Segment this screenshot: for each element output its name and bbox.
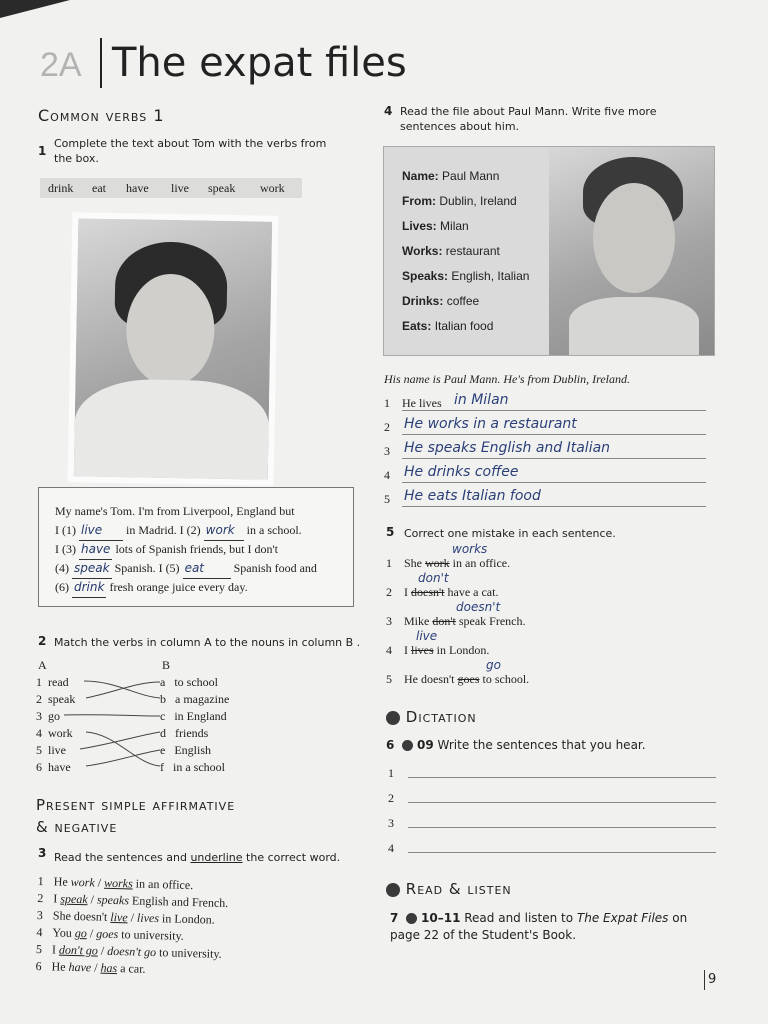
item-number: 4 — [384, 468, 390, 482]
text-segment: in a school. — [246, 523, 302, 537]
column-b-label: B — [162, 658, 171, 672]
sentence-text: in London. — [158, 911, 215, 927]
instruction-text: Read the sentences and — [54, 851, 191, 864]
item-number: 6 — [35, 958, 42, 974]
word-box — [40, 178, 302, 198]
column-a-item: 1 read — [36, 675, 69, 689]
sentence-text: to university. — [155, 945, 222, 961]
exercise-3-instruction — [54, 850, 340, 865]
sentence-text: Mike — [404, 614, 433, 628]
handwritten-correction: go — [486, 658, 501, 672]
profile-row: Lives: Milan — [402, 219, 469, 233]
text-segment: in Madrid. I (2) — [126, 523, 201, 537]
handwritten-answer: live — [79, 521, 123, 541]
text-segment: My name's Tom. I'm from Liverpool, England but — [55, 504, 295, 518]
option-a: speak — [60, 891, 88, 907]
text-line-3 — [55, 559, 317, 579]
sentence-text: speak French. — [455, 614, 526, 628]
word-box-item: have — [126, 181, 149, 195]
option-separator: / — [86, 926, 97, 941]
column-a-item: 3 go — [36, 709, 60, 723]
item-number: 4 — [386, 643, 392, 657]
handwritten-correction: live — [416, 629, 438, 643]
item-number: 2 — [37, 890, 44, 906]
option-separator: / — [127, 910, 138, 925]
audio-cd-icon — [386, 883, 400, 897]
profile-row: Name: Paul Mann — [402, 169, 500, 183]
sentence-text: English and French. — [128, 893, 229, 910]
item-number: 3 — [388, 816, 394, 830]
text-segment: fresh orange juice every day. — [109, 580, 248, 594]
track-number: 10–11 — [421, 911, 461, 925]
sentence-text: to university. — [118, 927, 184, 943]
exercise-7-number: 7 — [390, 911, 399, 925]
audio-cd-icon — [406, 913, 417, 924]
option-separator: / — [97, 943, 108, 958]
answer-line — [402, 410, 706, 411]
track-number: 09 — [417, 738, 434, 752]
handwritten-correction: don't — [418, 571, 449, 585]
exercise-1-number: 1 — [38, 144, 47, 158]
match-line — [80, 732, 160, 749]
exercise-5-item — [386, 573, 686, 602]
answer-row — [384, 440, 706, 464]
option-b: goes — [96, 926, 119, 942]
option-a: don't go — [58, 942, 99, 958]
exercise-4-number: 4 — [384, 104, 393, 118]
exercise-7 — [390, 910, 690, 944]
column-b-item: f in a school — [160, 760, 225, 774]
text-line-0 — [55, 502, 295, 521]
sentence-text: She doesn't — [52, 908, 111, 924]
sentence-text: I — [404, 643, 411, 657]
handwritten-correction: doesn't — [456, 600, 501, 614]
answer-line — [408, 852, 716, 853]
item-number: 5 — [384, 492, 390, 506]
instruction-text: Read and listen to — [464, 911, 577, 925]
sentence-text: He — [53, 874, 71, 889]
photo-face — [593, 183, 675, 293]
handwritten-answer: He works in a restaurant — [404, 416, 577, 432]
dictation-heading: Dictation — [386, 708, 477, 726]
word-box-item: work — [260, 181, 285, 195]
item-number: 3 — [386, 614, 392, 628]
instruction-underlined: underline — [190, 851, 243, 864]
answer-line — [402, 458, 706, 459]
profile-example: His name is Paul Mann. He's from Dublin, Ireland. — [384, 372, 630, 386]
column-b-item: b a magazine — [160, 692, 230, 706]
item-number: 1 — [37, 873, 44, 889]
word-box-item: live — [171, 181, 189, 195]
exercise-2-instruction: Match the verbs in column A to the nouns in column B . — [54, 636, 361, 649]
sentence-text: I — [51, 942, 60, 957]
handwritten-correction: works — [452, 542, 488, 556]
exercise-4-instruction: Read the file about Paul Mann. Write five more sentences about him. — [400, 105, 657, 133]
section-heading-present-simple: Present simple affirmative — [36, 796, 236, 814]
text-segment: Spanish food and — [233, 561, 317, 575]
option-b: doesn't go — [107, 943, 157, 960]
option-a: live — [110, 909, 128, 925]
sentence-text: in an office. — [132, 876, 194, 893]
match-line — [86, 732, 160, 766]
option-b: has — [100, 960, 118, 976]
answer-line — [408, 827, 716, 828]
book-title: The Expat Files — [576, 911, 669, 925]
tom-photo — [68, 212, 279, 486]
option-separator: / — [87, 892, 98, 907]
crossed-out-word: don't — [432, 614, 456, 628]
crossed-out-word: goes — [457, 672, 480, 686]
text-segment: I (1) — [55, 523, 76, 537]
exercise-5-list — [386, 544, 686, 689]
answer-row — [384, 392, 706, 416]
answer-row — [384, 416, 706, 440]
column-a-list — [36, 674, 75, 776]
item-number: 2 — [388, 791, 394, 805]
word-box-item: drink — [48, 181, 74, 195]
word-box-item: eat — [92, 181, 106, 195]
exercise-5-item — [386, 602, 686, 631]
column-a-item: 5 live — [36, 743, 66, 757]
text-line-1 — [55, 521, 302, 541]
exercise-1-instruction: Complete the text about Tom with the verbs from the box. — [54, 137, 327, 165]
option-separator: / — [91, 960, 101, 975]
handwritten-answer: He eats Italian food — [404, 488, 541, 504]
answer-row — [384, 464, 706, 488]
text-segment: (4) — [55, 561, 69, 575]
column-b-item: c in England — [160, 709, 227, 723]
column-b-list — [160, 674, 229, 776]
photo-shirt — [569, 297, 699, 355]
profile-row: From: Dublin, Ireland — [402, 194, 517, 208]
text-segment: I (3) — [55, 542, 76, 556]
handwritten-answer: drink — [72, 578, 106, 598]
handwritten-answer: in Milan — [454, 392, 509, 408]
answer-line — [408, 802, 716, 803]
sentence-text: She — [404, 556, 425, 570]
profile-row: Speaks: English, Italian — [402, 269, 530, 283]
exercise-5-instruction: Correct one mistake in each sentence. — [404, 527, 616, 540]
option-b: lives — [136, 910, 160, 926]
text-segment: lots of Spanish friends, but I don't — [115, 542, 278, 556]
column-b-item: e English — [160, 743, 211, 757]
paul-photo — [549, 147, 714, 355]
option-a: go — [74, 925, 88, 941]
profile-row: Drinks: coffee — [402, 294, 480, 308]
audio-cd-icon — [402, 740, 413, 751]
sentence-text: I — [404, 585, 411, 599]
exercise-5-number: 5 — [386, 525, 395, 539]
handwritten-answer: have — [79, 540, 112, 560]
sentence — [404, 585, 498, 600]
exercise-3-list — [35, 873, 229, 980]
option-a: have — [68, 959, 92, 975]
text-line-4 — [55, 578, 248, 598]
item-number: 2 — [386, 585, 392, 599]
option-b: works — [103, 875, 133, 891]
item-number: 2 — [384, 420, 390, 434]
item-number: 1 — [384, 396, 390, 410]
dictation-line — [386, 785, 716, 810]
unit-code: 2A — [40, 46, 82, 84]
exercise-3-number: 3 — [38, 846, 47, 860]
answer-prefix: He lives — [402, 396, 442, 410]
handwritten-answer: eat — [183, 559, 231, 579]
item-number: 3 — [36, 907, 44, 923]
exercise-6-number: 6 — [386, 738, 395, 752]
read-listen-heading: Read & listen — [386, 880, 512, 898]
photo-face — [125, 273, 215, 387]
exercise-6-header — [386, 738, 646, 752]
text-segment: (6) — [55, 580, 69, 594]
column-a-item: 6 have — [36, 760, 71, 774]
exercise-5-item — [386, 631, 686, 660]
page-number-divider — [704, 970, 705, 990]
column-a-item: 4 work — [36, 726, 73, 740]
item-number: 5 — [35, 941, 43, 957]
exercise-5-item — [386, 544, 686, 573]
column-a-item: 2 speak — [36, 692, 76, 706]
sentence-text: a car. — [117, 961, 146, 976]
item-number: 1 — [386, 556, 392, 570]
match-line — [64, 715, 160, 716]
option-a: work — [70, 874, 95, 890]
sentence-text: have a cat. — [444, 585, 499, 599]
page-title: The expat files — [112, 40, 407, 86]
section-heading-present-simple-line2: & negative — [36, 818, 118, 836]
title-divider — [100, 38, 102, 88]
photo-shirt — [74, 378, 270, 485]
profile-row: Works: restaurant — [402, 244, 500, 258]
answer-row — [384, 488, 706, 512]
dictation-line — [386, 810, 716, 835]
sentence-text: in London. — [433, 643, 490, 657]
tom-text-box — [38, 487, 354, 607]
sentence — [404, 643, 489, 658]
crossed-out-word: work — [425, 556, 450, 570]
option-separator: / — [94, 875, 105, 890]
profile-card — [383, 146, 715, 356]
exercise-6-instruction: Write the sentences that you hear. — [437, 738, 646, 752]
page-corner-mark — [0, 0, 70, 18]
column-b-item: d friends — [160, 726, 209, 740]
answer-line — [402, 434, 706, 435]
option-b: speaks — [96, 892, 130, 908]
sentence-text: You — [52, 925, 76, 940]
exercise-2-number: 2 — [38, 634, 47, 648]
matching-exercise — [36, 674, 296, 778]
instruction-text: on page 22 of the Student's Book. — [390, 911, 688, 942]
sentence — [404, 614, 526, 629]
text-line-2 — [55, 540, 278, 560]
sentence-text: to school. — [479, 672, 530, 686]
crossed-out-word: doesn't — [411, 585, 445, 599]
dictation-line — [386, 835, 716, 860]
item-number: 1 — [388, 766, 394, 780]
instruction-text: the correct word. — [242, 851, 341, 864]
sentence — [404, 556, 510, 571]
handwritten-answer: work — [204, 521, 244, 541]
answer-line — [402, 482, 706, 483]
sentence-text: He — [51, 959, 69, 974]
dictation-lines — [386, 760, 716, 860]
column-b-item: a to school — [160, 675, 218, 689]
handwritten-answer: He speaks English and Italian — [404, 440, 611, 456]
audio-cd-icon — [386, 711, 400, 725]
section-heading-common-verbs: Common verbs 1 — [38, 106, 165, 125]
handwritten-answer: speak — [72, 559, 112, 579]
item-number: 4 — [36, 924, 43, 940]
text-segment: Spanish. I (5) — [114, 561, 180, 575]
item-number: 5 — [386, 672, 392, 686]
answer-line — [402, 506, 706, 507]
sentence-text: I — [53, 891, 61, 906]
word-box-item: speak — [208, 181, 236, 195]
sentence-text: in an office. — [449, 556, 511, 570]
dictation-line — [386, 760, 716, 785]
sentence — [404, 672, 529, 687]
page-number: 9 — [708, 972, 717, 987]
exercise-5-item — [386, 660, 686, 689]
answer-line — [408, 777, 716, 778]
profile-row: Eats: Italian food — [402, 319, 494, 333]
column-a-label: A — [38, 658, 47, 672]
crossed-out-word: lives — [411, 643, 434, 657]
handwritten-answer: He drinks coffee — [404, 464, 519, 480]
item-number: 3 — [384, 444, 390, 458]
item-number: 4 — [388, 841, 394, 855]
sentence-text: He doesn't — [404, 672, 458, 686]
exercise-4-answers — [384, 392, 706, 512]
